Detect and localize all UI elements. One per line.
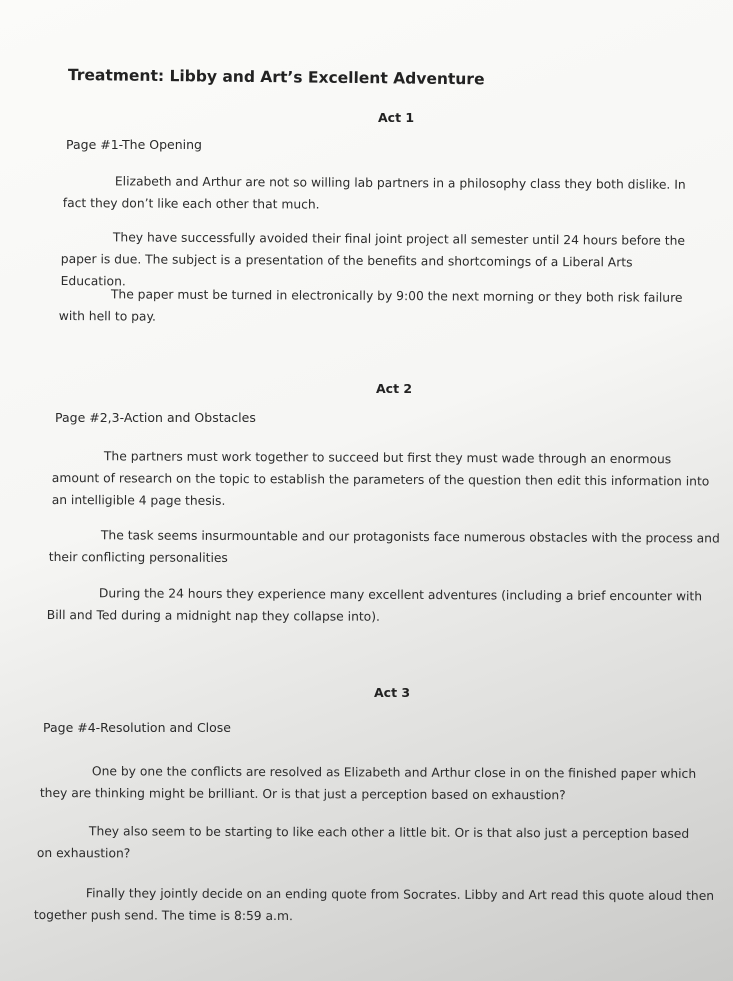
act-2-heading: Act 2 xyxy=(376,381,413,396)
document-title: Treatment: Libby and Art’s Excellent Adventure xyxy=(67,66,485,89)
act-1-heading: Act 1 xyxy=(378,110,415,125)
act-3-paragraph-1: One by one the conflicts are resolved as Elizabeth and Arthur close in on the finished paper which they are thinking might be brilliant. Or is that just a perception based on exhaustion? xyxy=(39,764,697,803)
act-2-page-label: Page #2,3-Action and Obstacles xyxy=(55,410,256,425)
act-3-paragraph-3: Finally they jointly decide on an ending quote from Socrates. Libby and Art read this quote aloud then together push send. The time is 8:59 a.m. xyxy=(33,886,715,924)
act-2-paragraph-3: During the 24 hours they experience many excellent adventures (including a brief encounter with Bill and Ted during a midnight nap they collapse into). xyxy=(46,586,703,624)
act-3-heading: Act 3 xyxy=(374,685,411,700)
act-3-paragraph-2: They also seem to be starting to like each other a little bit. Or is that also just a perception based on exhaustion? xyxy=(36,824,690,861)
act-1-paragraph-2: They have successfully avoided their final joint project all semester until 24 hours before the paper is due. The subject is a presentation of the benefits and shortcomings of a Liberal Arts Education. xyxy=(60,230,686,289)
act-1-paragraph-1: Elizabeth and Arthur are not so willing lab partners in a philosophy class they both dislike. In fact they don’t like each other that much. xyxy=(62,174,686,212)
act-3-page-label: Page #4-Resolution and Close xyxy=(43,720,232,735)
act-1-paragraph-3: The paper must be turned in electronically by 9:00 the next morning or they both risk failure with hell to pay. xyxy=(58,287,683,324)
act-2-paragraph-2: The task seems insurmountable and our protagonists face numerous obstacles with the process and their conflicting personalities xyxy=(48,528,720,565)
act-2-paragraph-1: The partners must work together to succeed but first they must wade through an enormous amount of research on the topic to establish the parameters of the question then edit this information into an intelligible 4 page thesis. xyxy=(51,449,710,508)
act-1-page-label: Page #1-The Opening xyxy=(66,137,202,152)
